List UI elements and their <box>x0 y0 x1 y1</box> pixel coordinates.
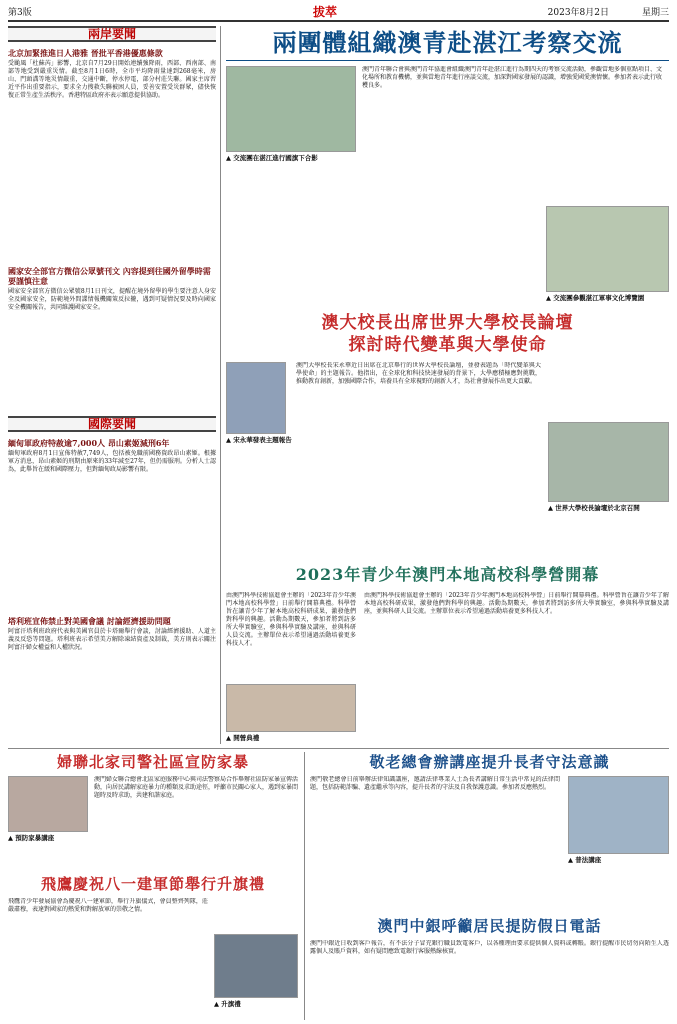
article-body: 飛鷹青少年發展協會為慶祝八一建軍節，舉行升旗儀式，會員整齊列隊，莊嚴肅穆，表達對國家的熱愛和對解放軍的崇敬之情。 <box>8 898 208 913</box>
speaker-photo <box>226 362 286 434</box>
issue-weekday: 星期三 <box>641 8 669 18</box>
visit-photo <box>546 206 669 292</box>
article-body: 由澳門科學技術協進會主辦的「2023年青少年澳門本地高校科學營」日前舉行開幕典禮。科學營旨在讓青少年了解本地高校科研成果，激發他們對科學的興趣。活動為期數天，參加者將到訪多所大學實驗室，參與科學實驗及講座，並與科研人員交流。主辦單位表示希望通過活動培養更多科技人才。 <box>226 592 356 647</box>
forum-photo <box>548 422 669 502</box>
camp-photo <box>226 684 356 732</box>
article-body: 澳門青年聯合會與澳門青年協進會組織澳門青年赴湛江進行為期四天的考察交流活動，參觀當地多個重點項目、文化場所和教育機構，並與當地青年進行座談交流，加深對國家發展的認識，增強愛國愛澳情懷。參加者表示此行收穫良多。 <box>362 66 662 89</box>
article-body: 澳門敬老總會日前舉辦法律知識講座，邀請法律專業人士為長者講解日常生活中常見的法律問題，包括防範詐騙、遺產繼承等內容，提升長者的守法及自我保護意識。參加者反應熱烈。 <box>310 776 560 791</box>
left-column <box>8 26 216 1022</box>
article-body: 國家安全部官方微信公眾號8月1日刊文，提醒在境外留學的學生要注意人身安全及國家安全，防範境外間諜情報機關策反拉攏，遇到可疑情況要及時向國家安全機關報告，共同維護國家安全。 <box>8 288 216 311</box>
section-heading-cross-strait: 兩岸要聞 <box>8 26 216 42</box>
forum-headline-1: 澳大校長出席世界大學校長論壇 <box>321 313 574 333</box>
photo-caption: ▲ 交流團參觀湛江軍事文化博覽園 <box>546 294 645 302</box>
article-title: 國家安全部官方微信公眾號刊文 內容提到往國外留學時需要謹慎注意 <box>8 266 211 286</box>
camp-story <box>226 564 669 744</box>
section-heading-international: 國際要聞 <box>8 416 216 432</box>
flag-photo <box>214 934 298 998</box>
bank-headline: 澳門中銀呼籲居民提防假日電話 <box>377 917 602 935</box>
article-title: 北京加緊推進日人港雅 晉批平香港優惠條款 <box>8 48 163 58</box>
article-title: 緬甸軍政府特赦逾7,000人 昂山素姬減刑6年 <box>8 438 170 448</box>
photo-caption: ▲ 普法講座 <box>568 856 602 864</box>
dv-story <box>8 752 298 870</box>
flag-story <box>8 874 298 1020</box>
banner-headline: 兩團體組織澳青赴湛江考察交流 <box>226 26 669 61</box>
camp-headline: 2023年青少年澳門本地高校科學營開幕 <box>295 565 600 584</box>
flag-headline: 飛鷹慶祝八一建軍節舉行升旗禮 <box>40 875 265 893</box>
group-photo <box>226 66 356 152</box>
column-divider <box>304 752 305 1020</box>
newspaper-logo: 拔萃 <box>313 5 338 18</box>
article-body: 緬甸軍政府8月1日宣佈特赦7,749人，包括被免職前國務資政昂山素姬。根據軍方消息，昂山素姬的刑期由原來的33年減至27年，但仍需服刑。分析人士認為，此舉旨在緩和國際壓力，但對緬甸政局影響有限。 <box>8 450 216 473</box>
photo-caption: ▲ 升旗禮 <box>214 1000 241 1008</box>
photo-caption: ▲ 宋永華發表主題報告 <box>226 436 292 444</box>
bank-story <box>310 916 669 1020</box>
page-header <box>8 4 669 18</box>
article-body: 阿富汗塔利班政府代表與美國官員於卡塔爾舉行會談，討論經濟援助、人道主義及反恐等問題。塔利班表示希望美方解除凍結資產及制裁，美方則表示關注阿富汗婦女權益和人權狀況。 <box>8 628 216 651</box>
article-title: 塔利班宣佈禁止對美國會議 討論經濟援助問題 <box>8 616 171 626</box>
law-headline: 敬老總會辦講座提升長者守法意識 <box>369 753 610 771</box>
banner-story <box>226 26 669 308</box>
photo-caption: ▲ 交流團在湛江進行國旗下合影 <box>226 154 318 162</box>
article-body: 澳門婦女聯合總會北區家庭服務中心與司法警察局合作舉辦社區防家暴宣傳活動，向居民講解家庭暴力的種類及求助途徑，呼籲市民關心家人，遇到家暴問題時及時求助，共建和諧家庭。 <box>94 776 298 799</box>
article-body: 澳門中銀近日收到客戶報告，有不法分子冒充銀行職員致電客戶，以各種理由要求提供個人資料或轉賬。銀行提醒市民切勿向陌生人透露個人及賬戶資料，如有疑問應致電銀行客服熱線核實。 <box>310 940 669 955</box>
horizontal-rule <box>8 748 669 749</box>
law-story <box>310 752 669 912</box>
photo-caption: ▲ 世界大學校長論壇於北京召開 <box>548 504 640 512</box>
photo-caption: ▲ 開營典禮 <box>226 734 260 742</box>
law-photo <box>568 776 669 854</box>
dv-photo <box>8 776 88 832</box>
issue-date: 2023年8月2日 <box>547 8 609 18</box>
article-body: 受颱風「杜蘇芮」影響，北京自7月29日開始連續強降雨，西部、西南部、南部等地受到嚴重災情。截至8月1日6時，全市平均降雨量達到268毫米，房山、門頭溝等地災情嚴重，交通中斷，停水停電，部分村莊失聯。國家主席習近平作出重要指示，要求全力搜救失聯被困人員，妥善安置受災群眾，儘快恢復正常生產生活秩序。香港特區政府亦表示願意提供協助。 <box>8 60 216 99</box>
article-body: 由澳門科學技術協進會主辦的「2023年青少年澳門本地高校科學營」日前舉行開幕典禮。科學營旨在讓青少年了解本地高校科研成果，激發他們對科學的興趣。活動為期數天，參加者將到訪多所大學實驗室，參與科學實驗及講座，並與科研人員交流。主辦單位表示希望通過活動培養更多科技人才。 <box>364 592 669 615</box>
article-body: 澳門大學校長宋永華近日出席在北京舉行的世界大學校長論壇，並發表題為「時代變革與大學使命」的主題報告。他指出，在全球化和科技快速發展的背景下，大學應積極應對挑戰，推動教育創新，加強國際合作，培養具有全球視野的創新人才，為社會發展作出更大貢獻。 <box>296 362 541 385</box>
page-number: 第3版 <box>8 8 32 18</box>
header-rule <box>8 20 669 22</box>
photo-caption: ▲ 預防家暴講座 <box>8 834 55 842</box>
column-divider <box>220 26 221 744</box>
forum-headline-2: 探討時代變革與大學使命 <box>348 335 547 355</box>
forum-story <box>226 312 669 560</box>
dv-headline: 婦聯北家司警社區宣防家暴 <box>56 753 249 771</box>
